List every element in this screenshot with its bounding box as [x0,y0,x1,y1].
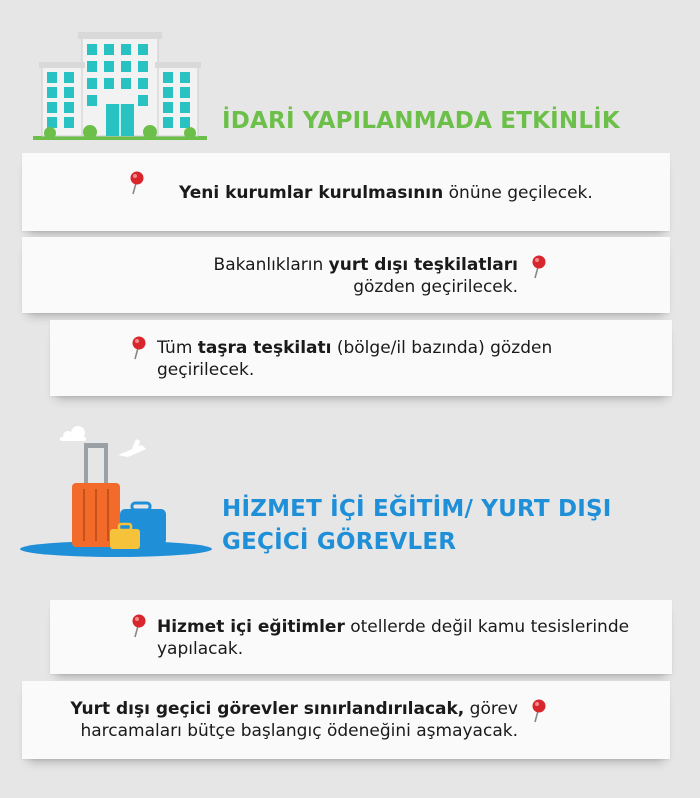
travel-luggage-icon [20,425,220,557]
red-map-pin-icon [530,255,546,279]
item-text: Yurt dışı geçici görevler sınırlandırılacak, görev harcamaları bütçe başlangıç ödeneğini aşmayacak. [70,699,518,741]
item-text: Tüm taşra teşkilatı (bölge/il bazında) gözden geçirilecek. [157,338,553,380]
red-map-pin-icon [130,336,146,360]
red-map-pin-icon [128,171,144,195]
list-item [22,237,670,313]
section-title-line2: GEÇİCİ GÖREVLER [222,529,457,555]
item-text: Hizmet içi eğitimler otellerde değil kamu tesislerinde yapılacak. [157,617,630,659]
section-title-training-travel [222,493,612,559]
office-building-icon [30,32,210,140]
list-item [50,600,672,674]
section-title-administrative: İDARİ YAPILANMADA ETKİNLİK [222,108,620,134]
list-item [22,681,670,759]
red-map-pin-icon [530,699,546,723]
item-text: Bakanlıkların yurt dışı teşkilatları gözden geçirilecek. [213,255,518,297]
section-title-line1: HİZMET İÇİ EĞİTİM/ YURT DIŞI [222,496,612,522]
red-map-pin-icon [130,614,146,638]
list-item [22,153,670,231]
list-item [50,320,672,396]
item-text: Yeni kurumlar kurulmasının önüne geçilecek. [179,183,593,203]
